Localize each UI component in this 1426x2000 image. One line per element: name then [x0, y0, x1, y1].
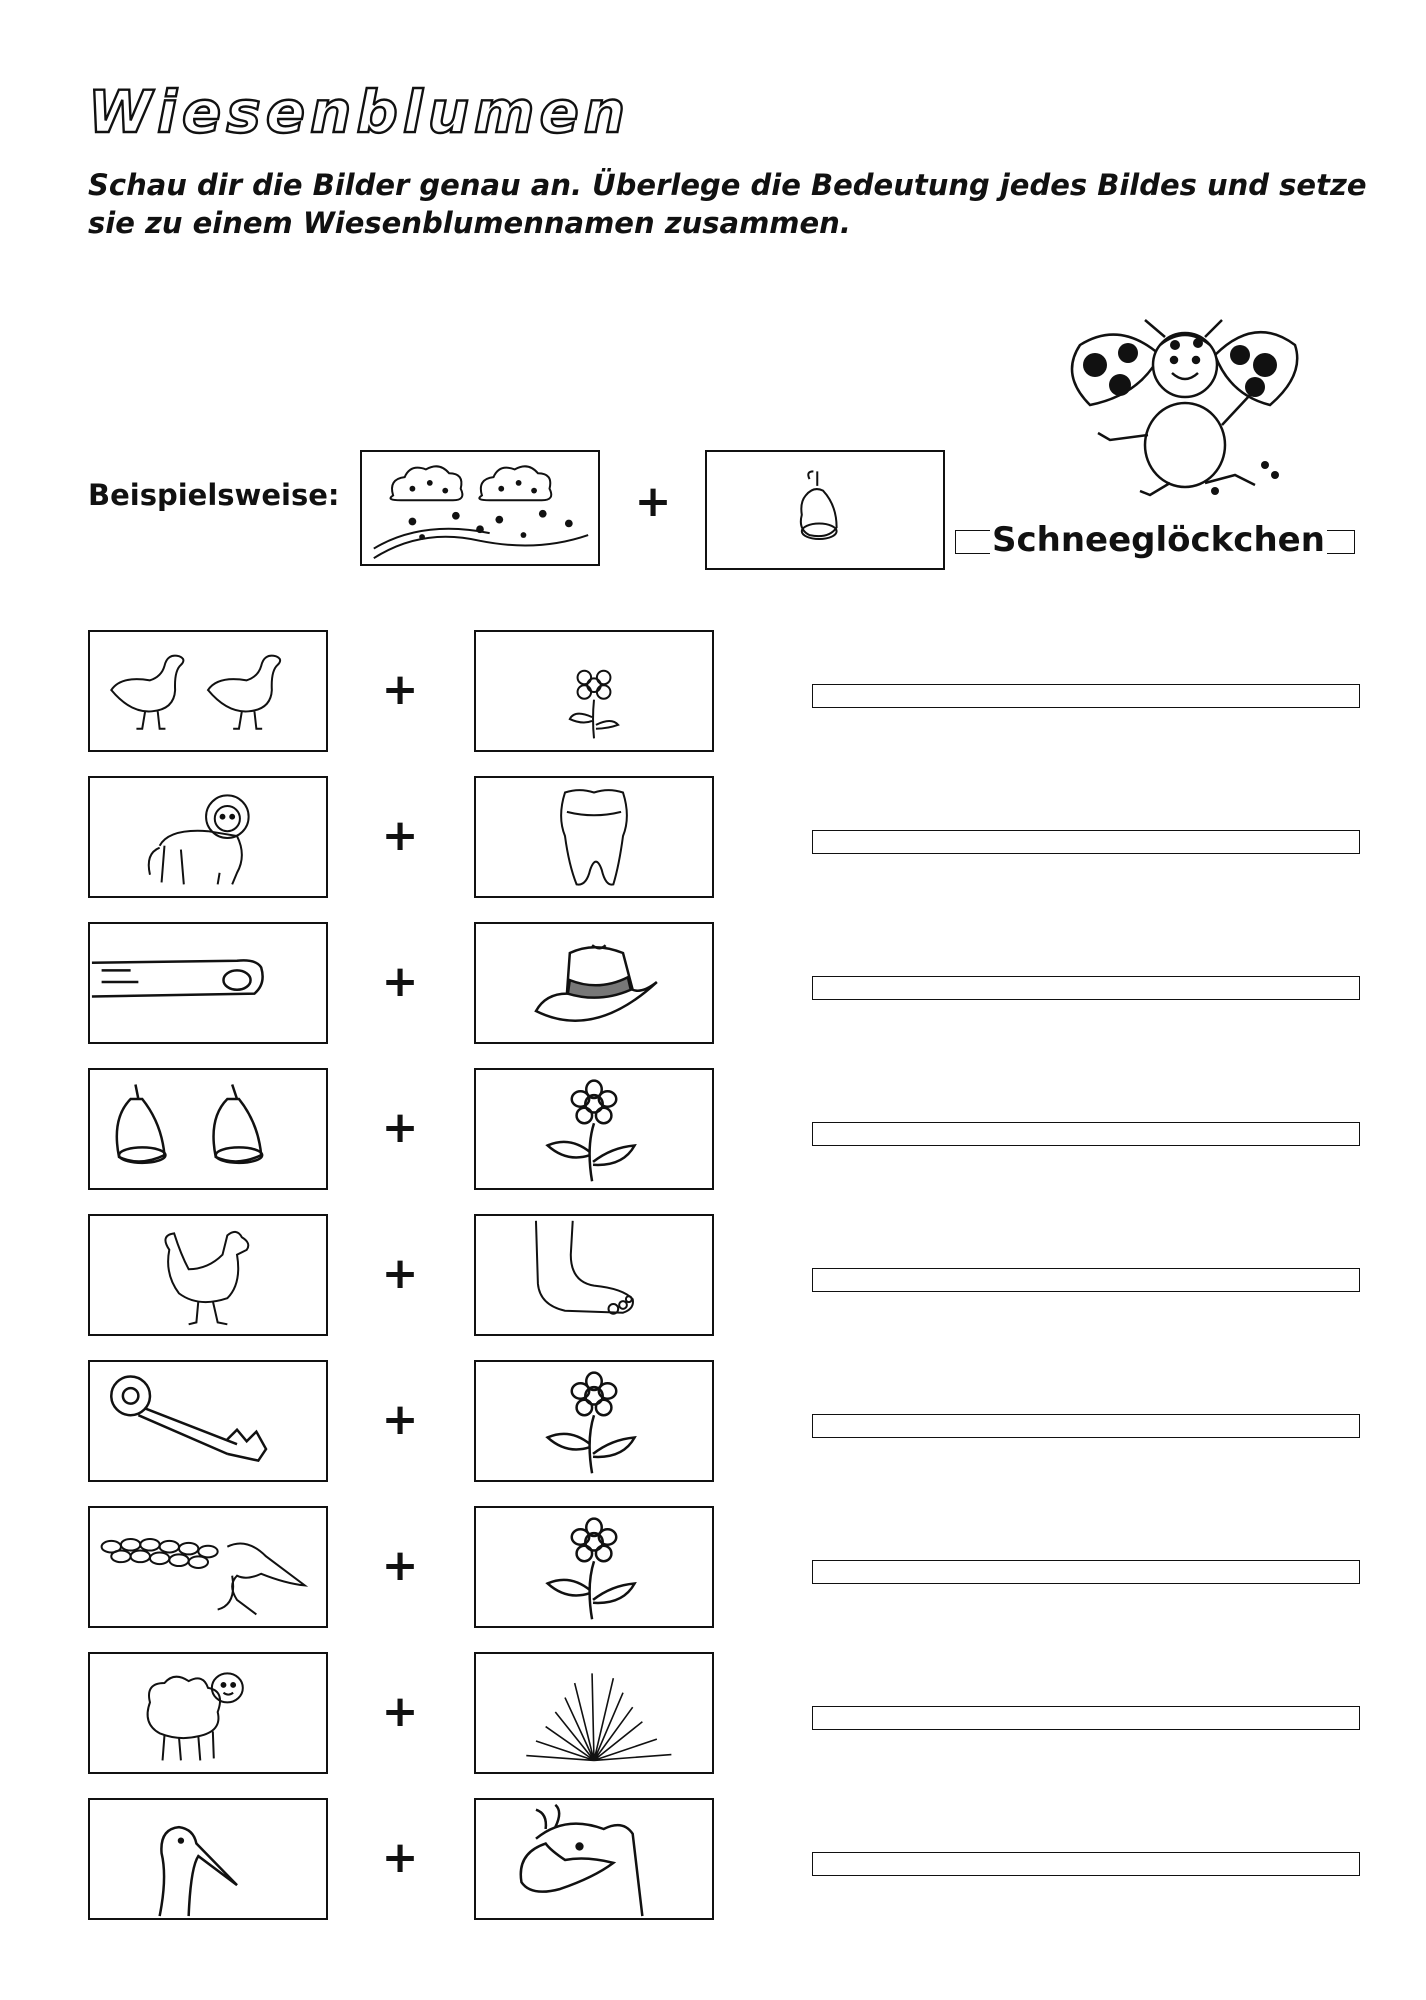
row-5-plus-sign: +: [381, 1248, 419, 1299]
instruction-text: Schau dir die Bilder genau an. Überlege die Bedeutung jedes Bildes und setze sie zu einem Wiesenblumennamen zusammen.: [88, 168, 1367, 240]
row-7-plus-sign: +: [381, 1540, 419, 1591]
two-bells-icon: [90, 1070, 326, 1188]
hat-icon: [476, 924, 712, 1042]
row-7-right-picture-box: [474, 1506, 714, 1628]
small-flower-icon: [476, 632, 712, 750]
row-7-answer-field[interactable]: [812, 1560, 1360, 1584]
example-bell-box: [705, 450, 945, 570]
page-title: Wiesenblumen: [88, 78, 631, 146]
tooth-icon: [476, 778, 712, 896]
foot-icon: [476, 1216, 712, 1334]
example-answer-text: Schneeglöckchen: [992, 520, 1325, 560]
row-5-answer-field[interactable]: [812, 1268, 1360, 1292]
snow-clouds-icon: [362, 452, 598, 564]
example-snow-clouds-box: [360, 450, 600, 566]
row-9-answer-field[interactable]: [812, 1852, 1360, 1876]
row-1-right-picture-box: [474, 630, 714, 752]
wheat-ear-hand-icon: [90, 1508, 326, 1626]
row-9-right-picture-box: [474, 1798, 714, 1920]
row-3-right-picture-box: [474, 922, 714, 1044]
row-5-left-picture-box: [88, 1214, 328, 1336]
ladybug-mascot-icon: [1050, 315, 1320, 515]
row-8-right-picture-box: [474, 1652, 714, 1774]
row-4-answer-field[interactable]: [812, 1122, 1360, 1146]
row-3-answer-field[interactable]: [812, 976, 1360, 1000]
row-6-left-picture-box: [88, 1360, 328, 1482]
row-4-plus-sign: +: [381, 1102, 419, 1153]
duck-bill-icon: [476, 1800, 712, 1918]
geese-icon: [90, 632, 326, 750]
flower-icon: [476, 1362, 712, 1480]
row-2-right-picture-box: [474, 776, 714, 898]
row-6-plus-sign: +: [381, 1394, 419, 1445]
row-2-plus-sign: +: [381, 810, 419, 861]
row-7-left-picture-box: [88, 1506, 328, 1628]
row-4-left-picture-box: [88, 1068, 328, 1190]
row-2-answer-field[interactable]: [812, 830, 1360, 854]
grass-tuft-icon: [476, 1654, 712, 1772]
row-3-plus-sign: +: [381, 956, 419, 1007]
row-5-right-picture-box: [474, 1214, 714, 1336]
row-6-right-picture-box: [474, 1360, 714, 1482]
row-1-answer-field[interactable]: [812, 684, 1360, 708]
key-icon: [90, 1362, 326, 1480]
flower-icon: [476, 1070, 712, 1188]
bell-icon: [707, 452, 943, 568]
stork-icon: [90, 1800, 326, 1918]
example-plus-sign: +: [634, 476, 672, 527]
flower-icon: [476, 1508, 712, 1626]
row-3-left-picture-box: [88, 922, 328, 1044]
row-2-left-picture-box: [88, 776, 328, 898]
sheep-icon: [90, 1654, 326, 1772]
row-8-left-picture-box: [88, 1652, 328, 1774]
row-1-plus-sign: +: [381, 664, 419, 715]
row-4-right-picture-box: [474, 1068, 714, 1190]
finger-icon: [90, 924, 326, 1042]
row-9-left-picture-box: [88, 1798, 328, 1920]
lion-icon: [90, 778, 326, 896]
row-8-answer-field[interactable]: [812, 1706, 1360, 1730]
rooster-icon: [90, 1216, 326, 1334]
row-8-plus-sign: +: [381, 1686, 419, 1737]
row-6-answer-field[interactable]: [812, 1414, 1360, 1438]
row-9-plus-sign: +: [381, 1832, 419, 1883]
example-label: Beispielsweise:: [88, 478, 340, 512]
row-1-left-picture-box: [88, 630, 328, 752]
